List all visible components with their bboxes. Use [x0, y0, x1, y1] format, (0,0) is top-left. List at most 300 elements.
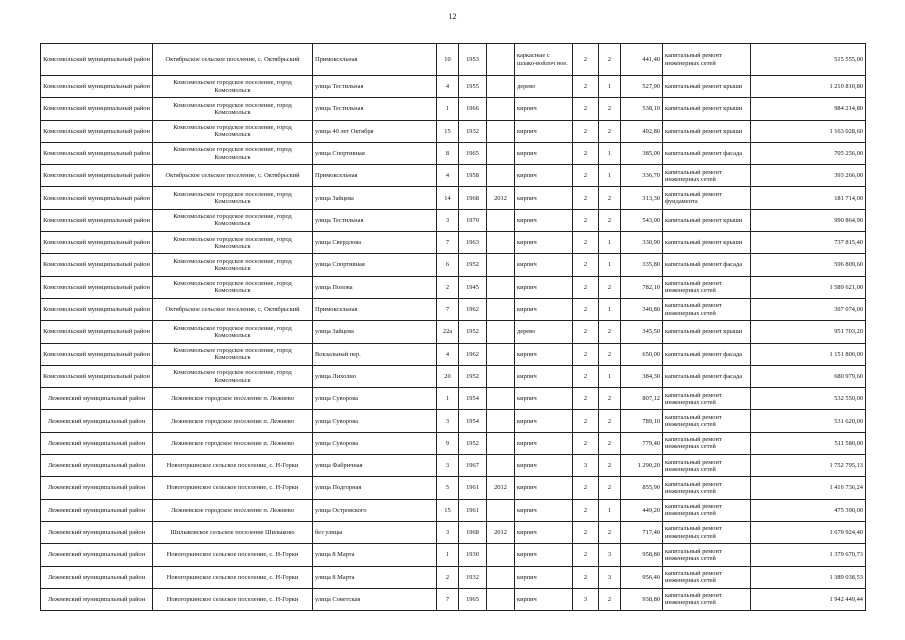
- cost-cell: 475 390,00: [751, 499, 866, 521]
- cost-cell: 984 214,80: [751, 98, 866, 120]
- district-cell: Комсомольский муниципальный район: [41, 120, 153, 142]
- work-type-cell: капитальный ремонт фасада: [663, 142, 751, 164]
- area-cell: 807,12: [621, 388, 663, 410]
- settlement-cell: Лежневское городское поселение п. Лежнево: [153, 388, 313, 410]
- build-year-cell: 1952: [459, 365, 487, 387]
- settlement-cell: Комсомольское городское поселение, город Комсомольск: [153, 321, 313, 343]
- cost-cell: 532 550,00: [751, 388, 866, 410]
- house-number-cell: 3: [437, 521, 459, 543]
- wall-material-cell: кирпич: [515, 276, 573, 298]
- cost-cell: 393 266,00: [751, 165, 866, 187]
- district-cell: Комсомольский муниципальный район: [41, 209, 153, 231]
- wall-material-cell: кирпич: [515, 544, 573, 566]
- floors-cell: 2: [573, 44, 599, 76]
- house-number-cell: 14: [437, 187, 459, 209]
- floors-cell: 2: [573, 544, 599, 566]
- area-cell: 782,10: [621, 276, 663, 298]
- cost-cell: 1 679 924,40: [751, 521, 866, 543]
- settlement-cell: Комсомольское городское поселение, город Комсомольск: [153, 276, 313, 298]
- house-number-cell: 10: [437, 44, 459, 76]
- build-year-cell: 1962: [459, 298, 487, 320]
- entrances-cell: 2: [599, 98, 621, 120]
- district-cell: Комсомольский муниципальный район: [41, 254, 153, 276]
- build-year-cell: 1961: [459, 477, 487, 499]
- entrances-cell: 1: [599, 365, 621, 387]
- wall-material-cell: кирпич: [515, 120, 573, 142]
- entrances-cell: 2: [599, 321, 621, 343]
- housing-repair-table: [40, 43, 866, 611]
- house-number-cell: 2: [437, 276, 459, 298]
- area-cell: 717,40: [621, 521, 663, 543]
- floors-cell: 2: [573, 187, 599, 209]
- wall-material-cell: кирпич: [515, 165, 573, 187]
- build-year-cell: 1958: [459, 165, 487, 187]
- floors-cell: 2: [573, 432, 599, 454]
- reconstruction-year-cell: [487, 276, 515, 298]
- build-year-cell: 1954: [459, 410, 487, 432]
- reconstruction-year-cell: 2012: [487, 521, 515, 543]
- work-type-cell: капитальный ремонт инженерных сетей: [663, 165, 751, 187]
- wall-material-cell: кирпич: [515, 209, 573, 231]
- house-number-cell: 9: [437, 432, 459, 454]
- floors-cell: 2: [573, 566, 599, 588]
- table-row: [41, 432, 866, 454]
- wall-material-cell: кирпич: [515, 365, 573, 387]
- reconstruction-year-cell: [487, 44, 515, 76]
- table-row: [41, 276, 866, 298]
- settlement-cell: Комсомольское городское поселение, город Комсомольск: [153, 120, 313, 142]
- build-year-cell: 1945: [459, 276, 487, 298]
- street-cell: улица Суворова: [313, 410, 437, 432]
- entrances-cell: 2: [599, 120, 621, 142]
- floors-cell: 2: [573, 120, 599, 142]
- house-number-cell: 8: [437, 142, 459, 164]
- table-row: [41, 120, 866, 142]
- entrances-cell: 3: [599, 544, 621, 566]
- settlement-cell: Комсомольское городское поселение, город Комсомольск: [153, 254, 313, 276]
- floors-cell: 2: [573, 321, 599, 343]
- table-row: [41, 232, 866, 254]
- settlement-cell: Новогоркинское сельское поселение, с. Н-Горки: [153, 566, 313, 588]
- build-year-cell: 1953: [459, 44, 487, 76]
- table-row: [41, 209, 866, 231]
- entrances-cell: 2: [599, 343, 621, 365]
- cost-cell: 737 815,40: [751, 232, 866, 254]
- settlement-cell: Комсомольское городское поселение, город Комсомольск: [153, 187, 313, 209]
- house-number-cell: 3: [437, 209, 459, 231]
- reconstruction-year-cell: [487, 365, 515, 387]
- district-cell: Лежневский муниципальный район: [41, 544, 153, 566]
- floors-cell: 2: [573, 76, 599, 98]
- district-cell: Лежневский муниципальный район: [41, 477, 153, 499]
- table-row: [41, 566, 866, 588]
- wall-material-cell: кирпич: [515, 187, 573, 209]
- work-type-cell: капитальный ремонт фасада: [663, 365, 751, 387]
- table-body: [41, 44, 866, 611]
- district-cell: Комсомольский муниципальный район: [41, 365, 153, 387]
- wall-material-cell: кирпич: [515, 566, 573, 588]
- floors-cell: 2: [573, 410, 599, 432]
- district-cell: Комсомольский муниципальный район: [41, 232, 153, 254]
- wall-material-cell: кирпич: [515, 455, 573, 477]
- street-cell: улица Свердлова: [313, 232, 437, 254]
- build-year-cell: 1961: [459, 499, 487, 521]
- cost-cell: 951 703,20: [751, 321, 866, 343]
- wall-material-cell: кирпич: [515, 410, 573, 432]
- house-number-cell: 7: [437, 588, 459, 610]
- wall-material-cell: кирпич: [515, 298, 573, 320]
- entrances-cell: 1: [599, 165, 621, 187]
- area-cell: 385,00: [621, 142, 663, 164]
- floors-cell: 2: [573, 298, 599, 320]
- settlement-cell: Новогоркинское сельское поселение, с. Н-Горки: [153, 588, 313, 610]
- reconstruction-year-cell: 2012: [487, 477, 515, 499]
- work-type-cell: капитальный ремонт крыши: [663, 76, 751, 98]
- floors-cell: 2: [573, 165, 599, 187]
- floors-cell: 2: [573, 276, 599, 298]
- work-type-cell: капитальный ремонт инженерных сетей: [663, 388, 751, 410]
- reconstruction-year-cell: [487, 98, 515, 120]
- street-cell: улица Лихолио: [313, 365, 437, 387]
- entrances-cell: 1: [599, 142, 621, 164]
- reconstruction-year-cell: [487, 432, 515, 454]
- cost-cell: 1 416 736,24: [751, 477, 866, 499]
- entrances-cell: 2: [599, 410, 621, 432]
- table-row: [41, 76, 866, 98]
- cost-cell: 1 151 800,00: [751, 343, 866, 365]
- floors-cell: 2: [573, 477, 599, 499]
- street-cell: улица Тестильная: [313, 209, 437, 231]
- reconstruction-year-cell: [487, 566, 515, 588]
- street-cell: улица Спортивная: [313, 142, 437, 164]
- build-year-cell: 1970: [459, 209, 487, 231]
- district-cell: Лежневский муниципальный район: [41, 432, 153, 454]
- reconstruction-year-cell: [487, 544, 515, 566]
- settlement-cell: Октябрьское сельское поселение, с. Октябрьский: [153, 165, 313, 187]
- area-cell: 855,90: [621, 477, 663, 499]
- build-year-cell: 1930: [459, 544, 487, 566]
- reconstruction-year-cell: [487, 120, 515, 142]
- cost-cell: 705 256,00: [751, 142, 866, 164]
- district-cell: Комсомольский муниципальный район: [41, 187, 153, 209]
- entrances-cell: 2: [599, 44, 621, 76]
- table-row: [41, 365, 866, 387]
- reconstruction-year-cell: [487, 76, 515, 98]
- cost-cell: 1 589 621,00: [751, 276, 866, 298]
- reconstruction-year-cell: [487, 588, 515, 610]
- entrances-cell: 1: [599, 76, 621, 98]
- house-number-cell: 15: [437, 499, 459, 521]
- settlement-cell: Октябрьское сельское поселение, с. Октябрьский: [153, 44, 313, 76]
- district-cell: Комсомольский муниципальный район: [41, 321, 153, 343]
- wall-material-cell: каркасные с шлако-войлоч ное.: [515, 44, 573, 76]
- table-row: [41, 98, 866, 120]
- work-type-cell: капитальный ремонт инженерных сетей: [663, 410, 751, 432]
- house-number-cell: 6: [437, 254, 459, 276]
- house-number-cell: 7: [437, 298, 459, 320]
- cost-cell: 1 752 795,13: [751, 455, 866, 477]
- district-cell: Комсомольский муниципальный район: [41, 142, 153, 164]
- street-cell: улица Подгорная: [313, 477, 437, 499]
- entrances-cell: 2: [599, 521, 621, 543]
- build-year-cell: 1955: [459, 76, 487, 98]
- settlement-cell: Лежневское городское поселение п. Лежнево: [153, 432, 313, 454]
- work-type-cell: капитальный ремонт инженерных сетей: [663, 544, 751, 566]
- house-number-cell: 3: [437, 455, 459, 477]
- area-cell: 335,80: [621, 254, 663, 276]
- street-cell: улица Тестильная: [313, 98, 437, 120]
- work-type-cell: капитальный ремонт инженерных сетей: [663, 276, 751, 298]
- district-cell: Лежневский муниципальный район: [41, 388, 153, 410]
- work-type-cell: капитальный ремонт инженерных сетей: [663, 455, 751, 477]
- house-number-cell: 2: [437, 566, 459, 588]
- district-cell: Комсомольский муниципальный район: [41, 165, 153, 187]
- work-type-cell: капитальный ремонт инженерных сетей: [663, 566, 751, 588]
- wall-material-cell: кирпич: [515, 588, 573, 610]
- area-cell: 1 290,20: [621, 455, 663, 477]
- work-type-cell: капитальный ремонт крыши: [663, 209, 751, 231]
- street-cell: Примоксельная: [313, 298, 437, 320]
- table-row: [41, 588, 866, 610]
- house-number-cell: 5: [437, 477, 459, 499]
- area-cell: 543,00: [621, 209, 663, 231]
- table-row: [41, 455, 866, 477]
- house-number-cell: 20: [437, 365, 459, 387]
- build-year-cell: 1967: [459, 455, 487, 477]
- area-cell: 441,40: [621, 44, 663, 76]
- reconstruction-year-cell: [487, 499, 515, 521]
- area-cell: 449,20: [621, 499, 663, 521]
- street-cell: улица 8 Марта: [313, 566, 437, 588]
- street-cell: без улицы: [313, 521, 437, 543]
- entrances-cell: 1: [599, 298, 621, 320]
- entrances-cell: 1: [599, 232, 621, 254]
- floors-cell: 2: [573, 98, 599, 120]
- work-type-cell: капитальный ремонт инженерных сетей: [663, 432, 751, 454]
- wall-material-cell: кирпич: [515, 254, 573, 276]
- settlement-cell: Комсомольское городское поселение, город Комсомольск: [153, 209, 313, 231]
- reconstruction-year-cell: [487, 254, 515, 276]
- settlement-cell: Комсомольское городское поселение, город Комсомольск: [153, 76, 313, 98]
- build-year-cell: 1954: [459, 388, 487, 410]
- cost-cell: 596 809,60: [751, 254, 866, 276]
- settlement-cell: Лежневское городское поселение п. Лежнево: [153, 499, 313, 521]
- work-type-cell: капитальный ремонт инженерных сетей: [663, 588, 751, 610]
- table-row: [41, 187, 866, 209]
- table-row: [41, 477, 866, 499]
- wall-material-cell: кирпич: [515, 499, 573, 521]
- settlement-cell: Комсомольское городское поселение, город Комсомольск: [153, 343, 313, 365]
- work-type-cell: капитальный ремонт крыши: [663, 98, 751, 120]
- build-year-cell: 1932: [459, 120, 487, 142]
- build-year-cell: 1952: [459, 321, 487, 343]
- wall-material-cell: кирпич: [515, 388, 573, 410]
- street-cell: Вокзальный пер.: [313, 343, 437, 365]
- district-cell: Комсомольский муниципальный район: [41, 76, 153, 98]
- house-number-cell: 4: [437, 165, 459, 187]
- cost-cell: 680 979,60: [751, 365, 866, 387]
- house-number-cell: 22а: [437, 321, 459, 343]
- reconstruction-year-cell: [487, 298, 515, 320]
- reconstruction-year-cell: [487, 209, 515, 231]
- table-row: [41, 298, 866, 320]
- cost-cell: 1 379 670,73: [751, 544, 866, 566]
- build-year-cell: 1952: [459, 432, 487, 454]
- cost-cell: 511 580,00: [751, 432, 866, 454]
- build-year-cell: 1952: [459, 254, 487, 276]
- street-cell: улица 8 Марта: [313, 544, 437, 566]
- area-cell: 956,40: [621, 566, 663, 588]
- house-number-cell: 4: [437, 343, 459, 365]
- entrances-cell: 2: [599, 588, 621, 610]
- cost-cell: 990 864,90: [751, 209, 866, 231]
- floors-cell: 2: [573, 232, 599, 254]
- settlement-cell: Шилыковское сельское поселение Шилыково: [153, 521, 313, 543]
- floors-cell: 3: [573, 455, 599, 477]
- wall-material-cell: кирпич: [515, 232, 573, 254]
- work-type-cell: капитальный ремонт инженерных сетей: [663, 499, 751, 521]
- build-year-cell: 1968: [459, 187, 487, 209]
- district-cell: Лежневский муниципальный район: [41, 521, 153, 543]
- house-number-cell: 3: [437, 410, 459, 432]
- work-type-cell: капитальный ремонт крыши: [663, 232, 751, 254]
- entrances-cell: 1: [599, 499, 621, 521]
- street-cell: улица Попова: [313, 276, 437, 298]
- settlement-cell: Комсомольское городское поселение, город Комсомольск: [153, 142, 313, 164]
- house-number-cell: 1: [437, 98, 459, 120]
- table-row: [41, 142, 866, 164]
- reconstruction-year-cell: 2012: [487, 187, 515, 209]
- district-cell: Лежневский муниципальный район: [41, 455, 153, 477]
- street-cell: улица Спортивная: [313, 254, 437, 276]
- floors-cell: 2: [573, 521, 599, 543]
- build-year-cell: 1968: [459, 521, 487, 543]
- street-cell: улица Зайцева: [313, 187, 437, 209]
- entrances-cell: 2: [599, 209, 621, 231]
- street-cell: улица Фабричная: [313, 455, 437, 477]
- district-cell: Лежневский муниципальный район: [41, 566, 153, 588]
- table-row: [41, 254, 866, 276]
- table-row: [41, 321, 866, 343]
- work-type-cell: капитальный ремонт инженерных сетей: [663, 44, 751, 76]
- area-cell: 779,40: [621, 432, 663, 454]
- cost-cell: 397 074,00: [751, 298, 866, 320]
- build-year-cell: 1965: [459, 588, 487, 610]
- area-cell: 384,30: [621, 365, 663, 387]
- house-number-cell: 15: [437, 120, 459, 142]
- floors-cell: 2: [573, 388, 599, 410]
- area-cell: 789,10: [621, 410, 663, 432]
- area-cell: 492,80: [621, 120, 663, 142]
- entrances-cell: 3: [599, 566, 621, 588]
- entrances-cell: 2: [599, 187, 621, 209]
- reconstruction-year-cell: [487, 321, 515, 343]
- cost-cell: 1 942 449,44: [751, 588, 866, 610]
- floors-cell: 2: [573, 209, 599, 231]
- house-number-cell: 1: [437, 388, 459, 410]
- floors-cell: 3: [573, 588, 599, 610]
- table-row: [41, 388, 866, 410]
- district-cell: Комсомольский муниципальный район: [41, 276, 153, 298]
- district-cell: Лежневский муниципальный район: [41, 499, 153, 521]
- floors-cell: 2: [573, 343, 599, 365]
- house-number-cell: 7: [437, 232, 459, 254]
- entrances-cell: 2: [599, 432, 621, 454]
- reconstruction-year-cell: [487, 165, 515, 187]
- district-cell: Лежневский муниципальный район: [41, 410, 153, 432]
- area-cell: 958,80: [621, 544, 663, 566]
- district-cell: Комсомольский муниципальный район: [41, 98, 153, 120]
- entrances-cell: 2: [599, 276, 621, 298]
- reconstruction-year-cell: [487, 410, 515, 432]
- house-number-cell: 4: [437, 76, 459, 98]
- settlement-cell: Комсомольское городское поселение, город Комсомольск: [153, 365, 313, 387]
- table-row: [41, 499, 866, 521]
- work-type-cell: капитальный ремонт крыши: [663, 321, 751, 343]
- cost-cell: 515 555,00: [751, 44, 866, 76]
- settlement-cell: Комсомольское городское поселение, город Комсомольск: [153, 232, 313, 254]
- cost-cell: 1 389 038,53: [751, 566, 866, 588]
- district-cell: Лежневский муниципальный район: [41, 588, 153, 610]
- build-year-cell: 1932: [459, 566, 487, 588]
- floors-cell: 2: [573, 365, 599, 387]
- floors-cell: 2: [573, 142, 599, 164]
- work-type-cell: капитальный ремонт крыши: [663, 120, 751, 142]
- build-year-cell: 1966: [459, 98, 487, 120]
- wall-material-cell: дерево: [515, 321, 573, 343]
- page-number: 12: [448, 12, 457, 21]
- area-cell: 527,90: [621, 76, 663, 98]
- street-cell: улица Зайцева: [313, 321, 437, 343]
- street-cell: улица Островского: [313, 499, 437, 521]
- settlement-cell: Комсомольское городское поселение, город Комсомольск: [153, 98, 313, 120]
- area-cell: 650,00: [621, 343, 663, 365]
- floors-cell: 2: [573, 254, 599, 276]
- area-cell: 313,30: [621, 187, 663, 209]
- wall-material-cell: кирпич: [515, 142, 573, 164]
- street-cell: Примоксельная: [313, 165, 437, 187]
- work-type-cell: капитальный ремонт фасада: [663, 343, 751, 365]
- table-row: [41, 165, 866, 187]
- house-number-cell: 1: [437, 544, 459, 566]
- street-cell: улица 40 лет Октября: [313, 120, 437, 142]
- settlement-cell: Новогоркинское сельское поселение, с. Н-Горки: [153, 477, 313, 499]
- work-type-cell: капитальный ремонт инженерных сетей: [663, 298, 751, 320]
- table-row: [41, 410, 866, 432]
- street-cell: Примоксельная: [313, 44, 437, 76]
- settlement-cell: Новогоркинское сельское поселение, с. Н-Горки: [153, 544, 313, 566]
- build-year-cell: 1965: [459, 142, 487, 164]
- area-cell: 345,50: [621, 321, 663, 343]
- entrances-cell: 2: [599, 388, 621, 410]
- wall-material-cell: дерево: [515, 76, 573, 98]
- work-type-cell: капитальный ремонт инженерных сетей: [663, 477, 751, 499]
- area-cell: 538,10: [621, 98, 663, 120]
- street-cell: улица Суворова: [313, 432, 437, 454]
- settlement-cell: Октябрьское сельское поселение, с. Октябрьский: [153, 298, 313, 320]
- settlement-cell: Новогоркинское сельское поселение, с. Н-Горки: [153, 455, 313, 477]
- entrances-cell: 2: [599, 477, 621, 499]
- work-type-cell: капитальный ремонт фундамента: [663, 187, 751, 209]
- build-year-cell: 1963: [459, 232, 487, 254]
- street-cell: улица Советская: [313, 588, 437, 610]
- cost-cell: 1 163 028,60: [751, 120, 866, 142]
- reconstruction-year-cell: [487, 388, 515, 410]
- wall-material-cell: кирпич: [515, 521, 573, 543]
- entrances-cell: 2: [599, 455, 621, 477]
- area-cell: 336,70: [621, 165, 663, 187]
- area-cell: 330,90: [621, 232, 663, 254]
